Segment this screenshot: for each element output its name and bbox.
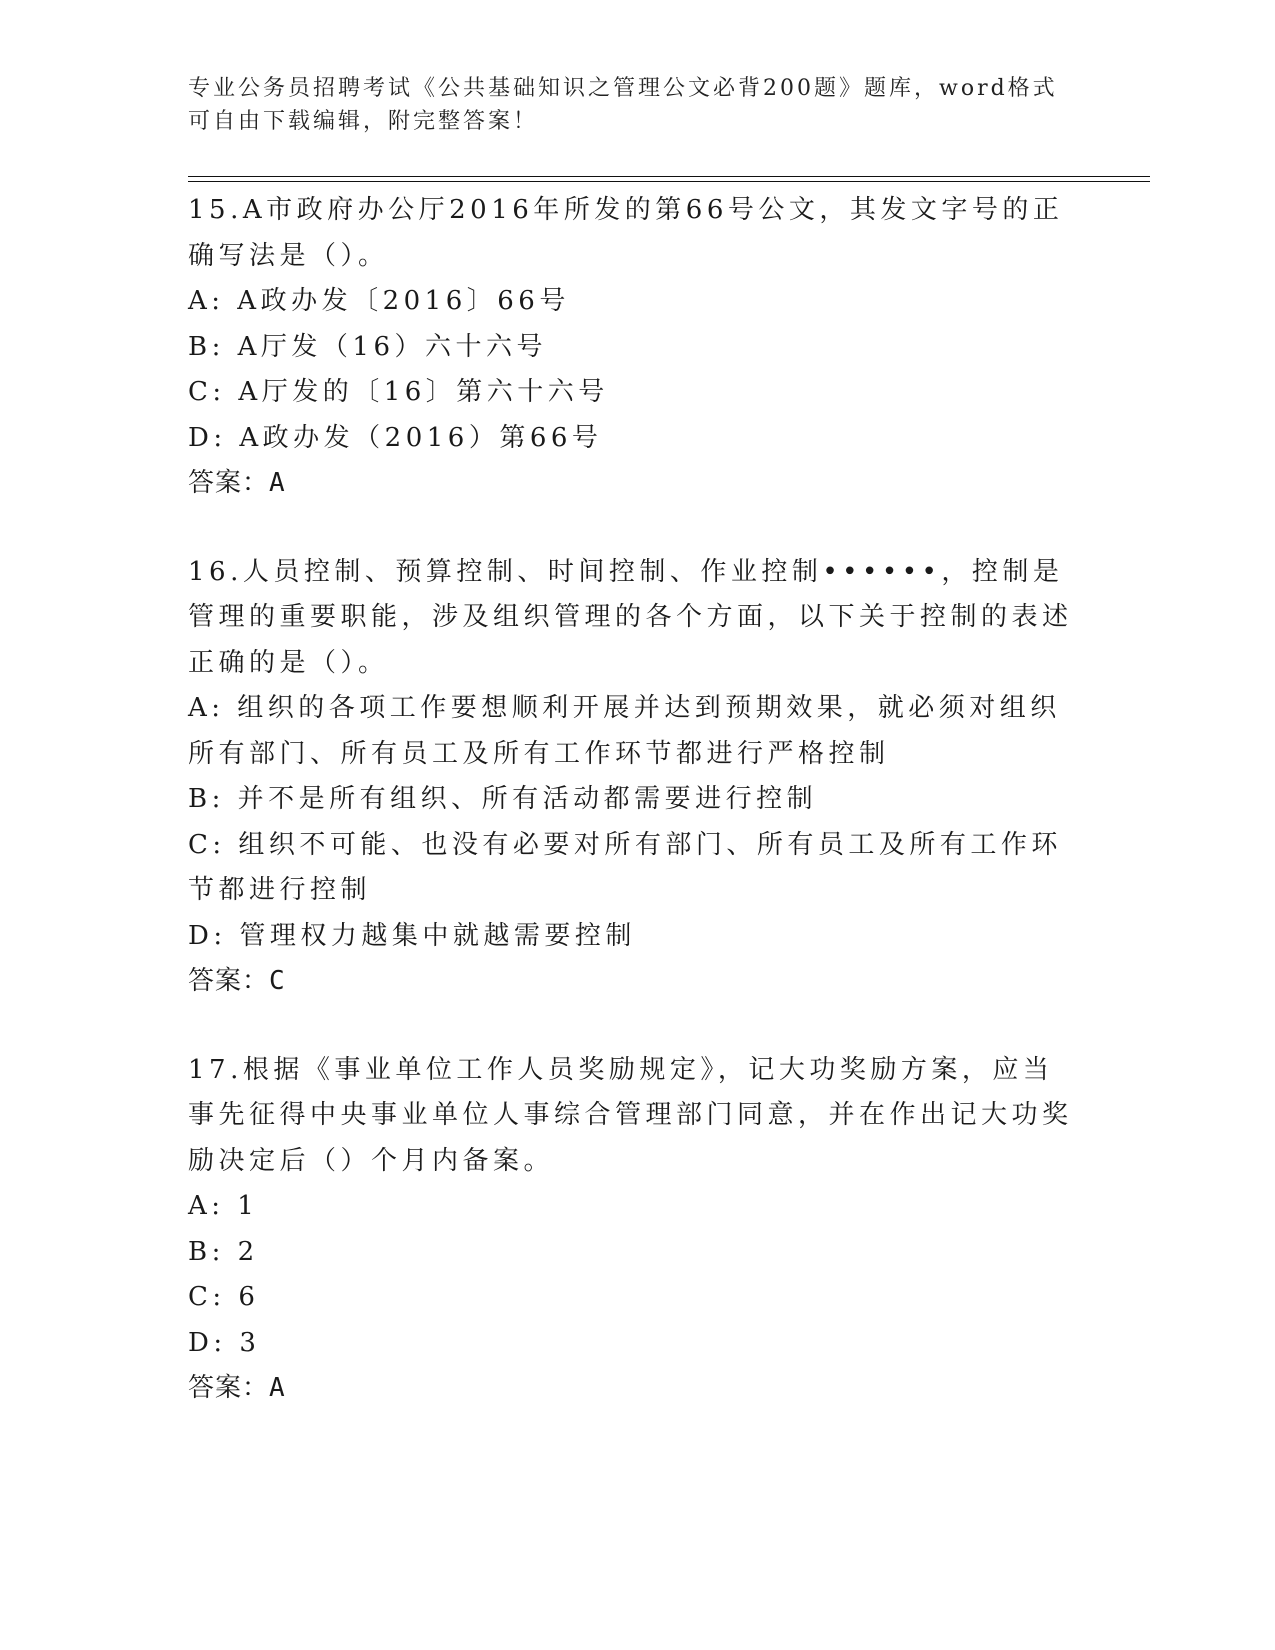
option-a: A: 组织的各项工作要想顺利开展并达到预期效果，就必须对组织所有部门、所有员工及所有工作环节都进行严格控制 [188,693,1061,769]
question-stem: 15.A市政府办公厅2016年所发的第66号公文，其发文字号的正确写法是（）。 [188,195,1064,271]
answer: 答案：A [188,468,286,498]
option-c: C: 6 [188,1282,260,1312]
answer: 答案：A [188,1373,286,1403]
question-stem: 16.人员控制、预算控制、时间控制、作业控制••••••，控制是管理的重要职能，涉及组织管理的各个方面，以下关于控制的表述正确的是（）。 [188,556,1073,678]
document-header: 专业公务员招聘考试《公共基础知识之管理公文必背200题》题库，word格式可自由下载编辑，附完整答案！ [188,76,1058,134]
option-d: D: 管理权力越集中就越需要控制 [188,920,636,951]
question-stem: 17.根据《事业单位工作人员奖励规定》，记大功奖励方案，应当事先征得中央事业单位人事综合管理部门同意，并在作出记大功奖励决定后（）个月内备案。 [188,1054,1073,1176]
option-b: B: A厅发（16）六十六号 [188,331,547,362]
question-17 [188,1048,1078,1412]
option-d: D: A政办发（2016）第66号 [188,422,603,453]
answer: 答案：C [188,966,286,996]
option-b: B: 并不是所有组织、所有活动都需要进行控制 [188,784,818,814]
header-divider-bottom [188,181,1150,182]
option-b: B: 2 [188,1236,259,1267]
option-a: A: 1 [188,1191,259,1221]
option-c: C: 组织不可能、也没有必要对所有部门、所有员工及所有工作环节都进行控制 [188,829,1062,905]
option-a: A: A政办发〔2016〕66号 [188,286,570,316]
option-d: D: 3 [188,1327,261,1358]
header-divider-top [188,176,1150,177]
option-c: C: A厅发的〔16〕第六十六号 [188,377,609,407]
question-list [188,188,1078,1455]
question-15 [188,188,1078,507]
question-16 [188,550,1078,1005]
